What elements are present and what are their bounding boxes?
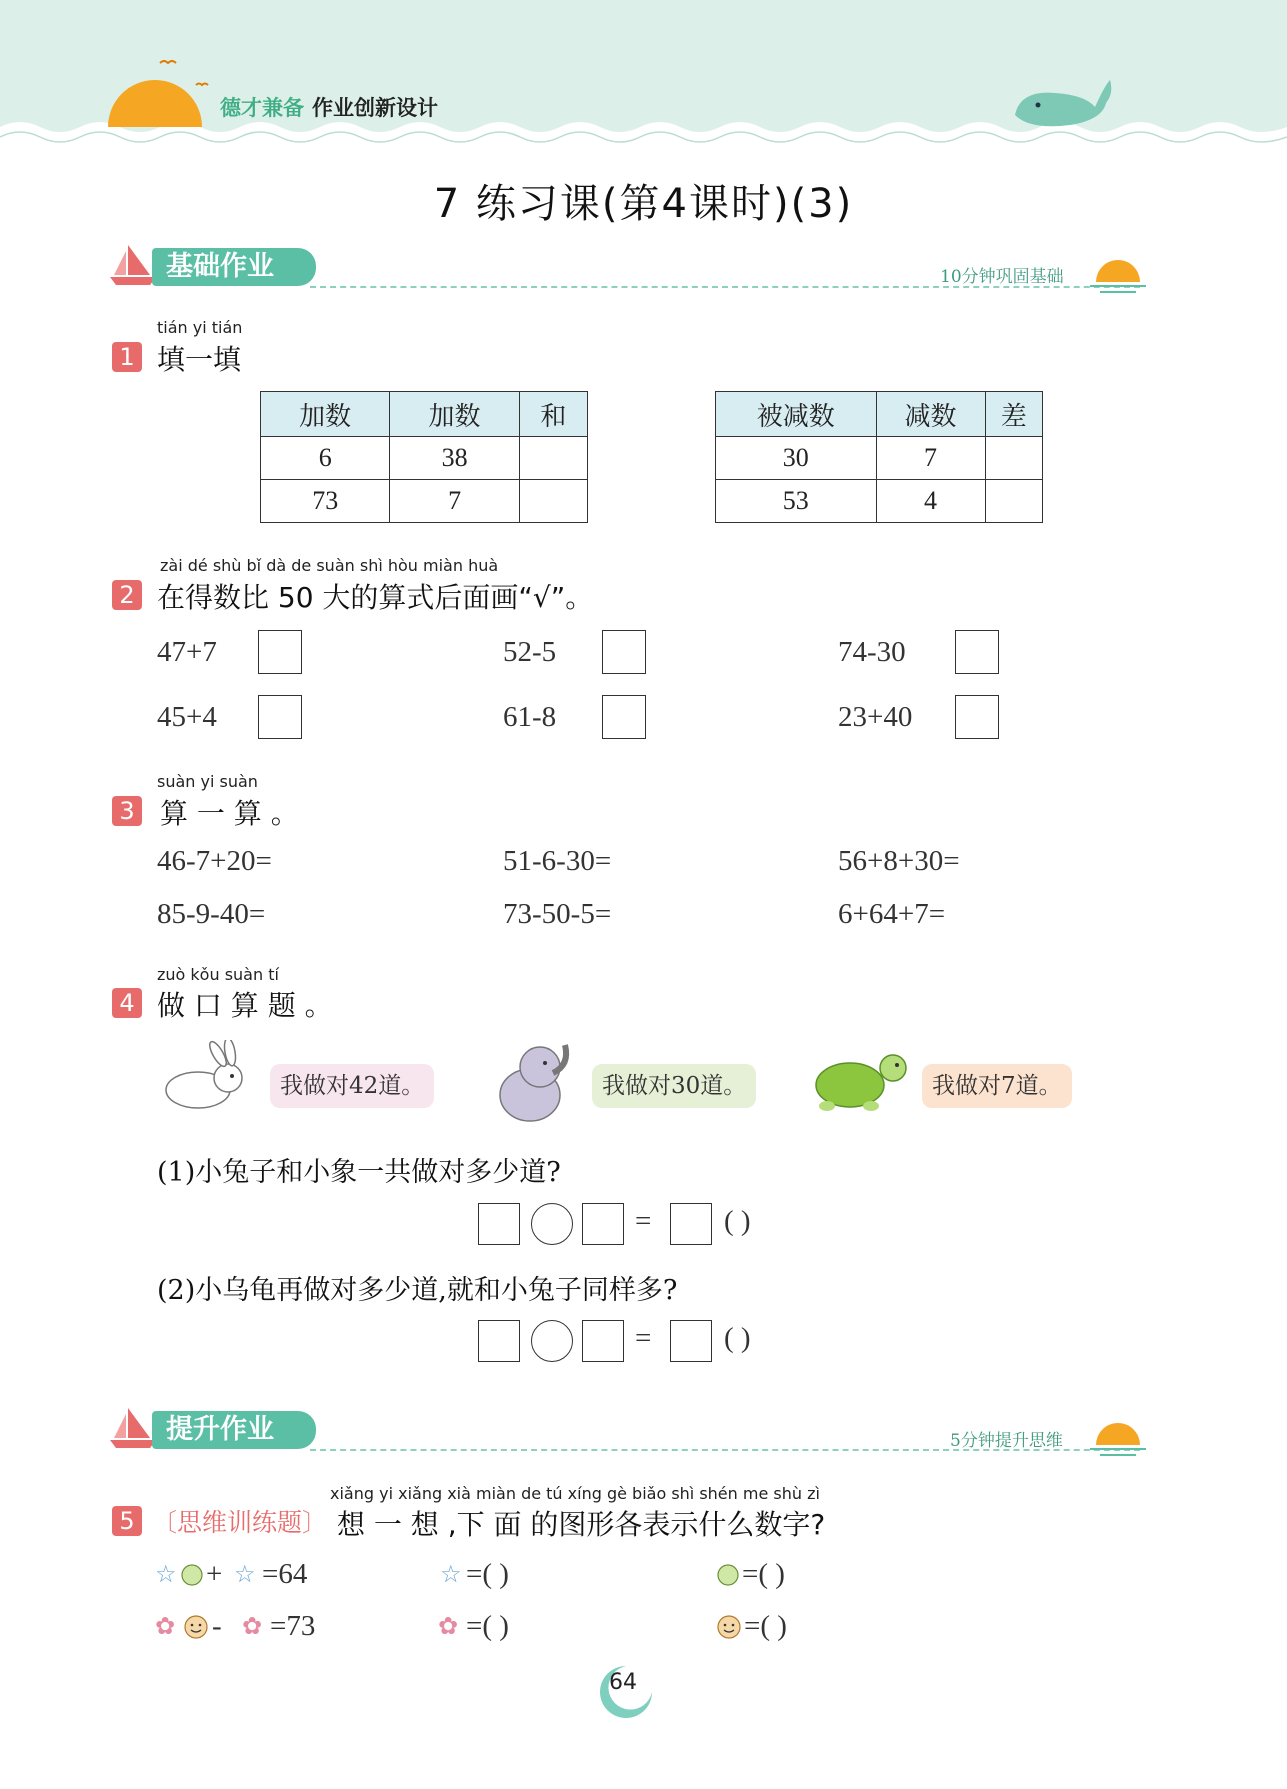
q3-expression: 51-6-30=: [503, 845, 612, 877]
operator-circle[interactable]: [531, 1320, 573, 1362]
table-cell: 7: [876, 437, 985, 480]
star-icon: ☆: [234, 1560, 256, 1588]
sunset-icon: [1090, 1415, 1150, 1460]
answer-cell[interactable]: [519, 480, 587, 523]
q4-text: 做 口 算 题 。: [157, 989, 333, 1022]
q5-equation-1-visible: =64: [262, 1558, 308, 1590]
answer-cell[interactable]: [519, 437, 587, 480]
green-circle-icon: [716, 1563, 740, 1587]
q5-answer[interactable]: =( ): [466, 1558, 509, 1590]
q3-number-badge: 3: [112, 796, 142, 826]
check-box[interactable]: [602, 630, 646, 674]
q5-answer[interactable]: =( ): [744, 1610, 787, 1642]
star-icon: ☆: [440, 1560, 462, 1588]
q2-expression: 61-8: [503, 701, 557, 733]
star-icon: ☆: [155, 1560, 177, 1588]
q2-number-badge: 2: [112, 580, 142, 610]
q2-expression: 45+4: [157, 701, 217, 733]
q2-expression: 74-30: [838, 636, 906, 668]
q3-expression: 85-9-40=: [157, 898, 266, 930]
q4-pinyin: zuò kǒu suàn tí: [157, 965, 279, 984]
section-advanced-note: 5分钟提升思维: [950, 1431, 1063, 1451]
unit-paren[interactable]: ( ): [724, 1205, 751, 1237]
subtraction-table: [715, 391, 1043, 523]
smiley-icon: [716, 1614, 742, 1640]
whale-icon: [1010, 75, 1120, 135]
q5-answer[interactable]: =( ): [742, 1558, 785, 1590]
rabbit-icon: [148, 1040, 248, 1120]
flower-icon: ✿: [438, 1612, 459, 1640]
turtle-icon: [805, 1040, 915, 1120]
smiley-icon: [183, 1614, 209, 1640]
table-cell: 38: [390, 437, 519, 480]
unit-paren[interactable]: ( ): [724, 1322, 751, 1354]
table-header: 差: [985, 392, 1043, 437]
q5-pinyin: xiǎng yi xiǎng xià miàn de tú xíng gè biǎo shì shén me shù zì: [330, 1484, 820, 1503]
answer-box[interactable]: [478, 1203, 520, 1245]
q4-subquestion-2: (2)小乌龟再做对多少道,就和小兔子同样多?: [157, 1275, 678, 1306]
addition-table: [260, 391, 588, 523]
q3-expression: 6+64+7=: [838, 898, 946, 930]
q5-answer[interactable]: =( ): [466, 1610, 509, 1642]
q5-text: 想 一 想 ,下 面 的图形各表示什么数字?: [337, 1508, 826, 1541]
answer-box[interactable]: [582, 1320, 624, 1362]
table-header: 被减数: [716, 392, 877, 437]
sunset-icon: [1090, 252, 1150, 297]
q1-number-badge: 1: [112, 342, 142, 372]
answer-cell[interactable]: [985, 480, 1043, 523]
q1-text: 填一填: [157, 343, 242, 376]
page-number: 64: [609, 1670, 637, 1695]
equals-sign: =: [635, 1322, 652, 1354]
answer-box[interactable]: [478, 1320, 520, 1362]
flower-icon: ✿: [242, 1612, 263, 1640]
check-box[interactable]: [955, 695, 999, 739]
sun-logo-icon: [100, 55, 210, 130]
section-advanced-label: 提升作业: [152, 1411, 316, 1449]
q5-number-badge: 5: [112, 1506, 142, 1536]
section-basic-note: 10分钟巩固基础: [940, 267, 1064, 287]
q3-pinyin: suàn yi suàn: [157, 772, 258, 791]
answer-box[interactable]: [670, 1320, 712, 1362]
table-header: 加数: [390, 392, 519, 437]
q2-text: 在得数比 50 大的算式后面画“√”。: [157, 581, 594, 614]
table-header: 加数: [261, 392, 390, 437]
turtle-speech-bubble: 我做对7道。: [922, 1064, 1072, 1108]
q4-subquestion-1: (1)小兔子和小象一共做对多少道?: [157, 1157, 561, 1188]
check-box[interactable]: [602, 695, 646, 739]
flower-icon: ✿: [155, 1612, 176, 1640]
q3-expression: 46-7+20=: [157, 845, 272, 877]
table-cell: 7: [390, 480, 519, 523]
table-header: 和: [519, 392, 587, 437]
elephant-icon: [485, 1035, 580, 1130]
brand-title: 德才兼备 作业创新设计: [220, 96, 438, 120]
answer-cell[interactable]: [985, 437, 1043, 480]
section-basic-label: 基础作业: [152, 248, 316, 286]
minus-sign: -: [212, 1610, 222, 1642]
q4-number-badge: 4: [112, 988, 142, 1018]
table-cell: 4: [876, 480, 985, 523]
answer-box[interactable]: [670, 1203, 712, 1245]
q1-pinyin: tián yi tián: [157, 318, 243, 337]
check-box[interactable]: [955, 630, 999, 674]
green-circle-icon: [180, 1563, 204, 1587]
q2-pinyin: zài dé shù bǐ dà de suàn shì hòu miàn huà: [160, 556, 499, 575]
q2-expression: 52-5: [503, 636, 557, 668]
table-cell: 73: [261, 480, 390, 523]
check-box[interactable]: [258, 695, 302, 739]
operator-circle[interactable]: [531, 1203, 573, 1245]
q3-expression: 73-50-5=: [503, 898, 612, 930]
equals-sign: =: [635, 1205, 652, 1237]
check-box[interactable]: [258, 630, 302, 674]
table-cell: 6: [261, 437, 390, 480]
table-cell: 53: [716, 480, 877, 523]
q2-expression: 47+7: [157, 636, 217, 668]
page-title: 7 练习课(第4课时)(3): [433, 181, 854, 227]
table-cell: 30: [716, 437, 877, 480]
q3-expression: 56+8+30=: [838, 845, 960, 877]
elephant-speech-bubble: 我做对30道。: [592, 1064, 756, 1108]
q5-equation-2-visible: =73: [270, 1610, 316, 1642]
q2-expression: 23+40: [838, 701, 913, 733]
plus-sign: +: [206, 1558, 223, 1590]
q5-tag: 〔思维训练题〕: [152, 1508, 328, 1537]
answer-box[interactable]: [582, 1203, 624, 1245]
q3-text: 算 一 算 。: [160, 797, 299, 830]
table-header: 减数: [876, 392, 985, 437]
rabbit-speech-bubble: 我做对42道。: [270, 1064, 434, 1108]
